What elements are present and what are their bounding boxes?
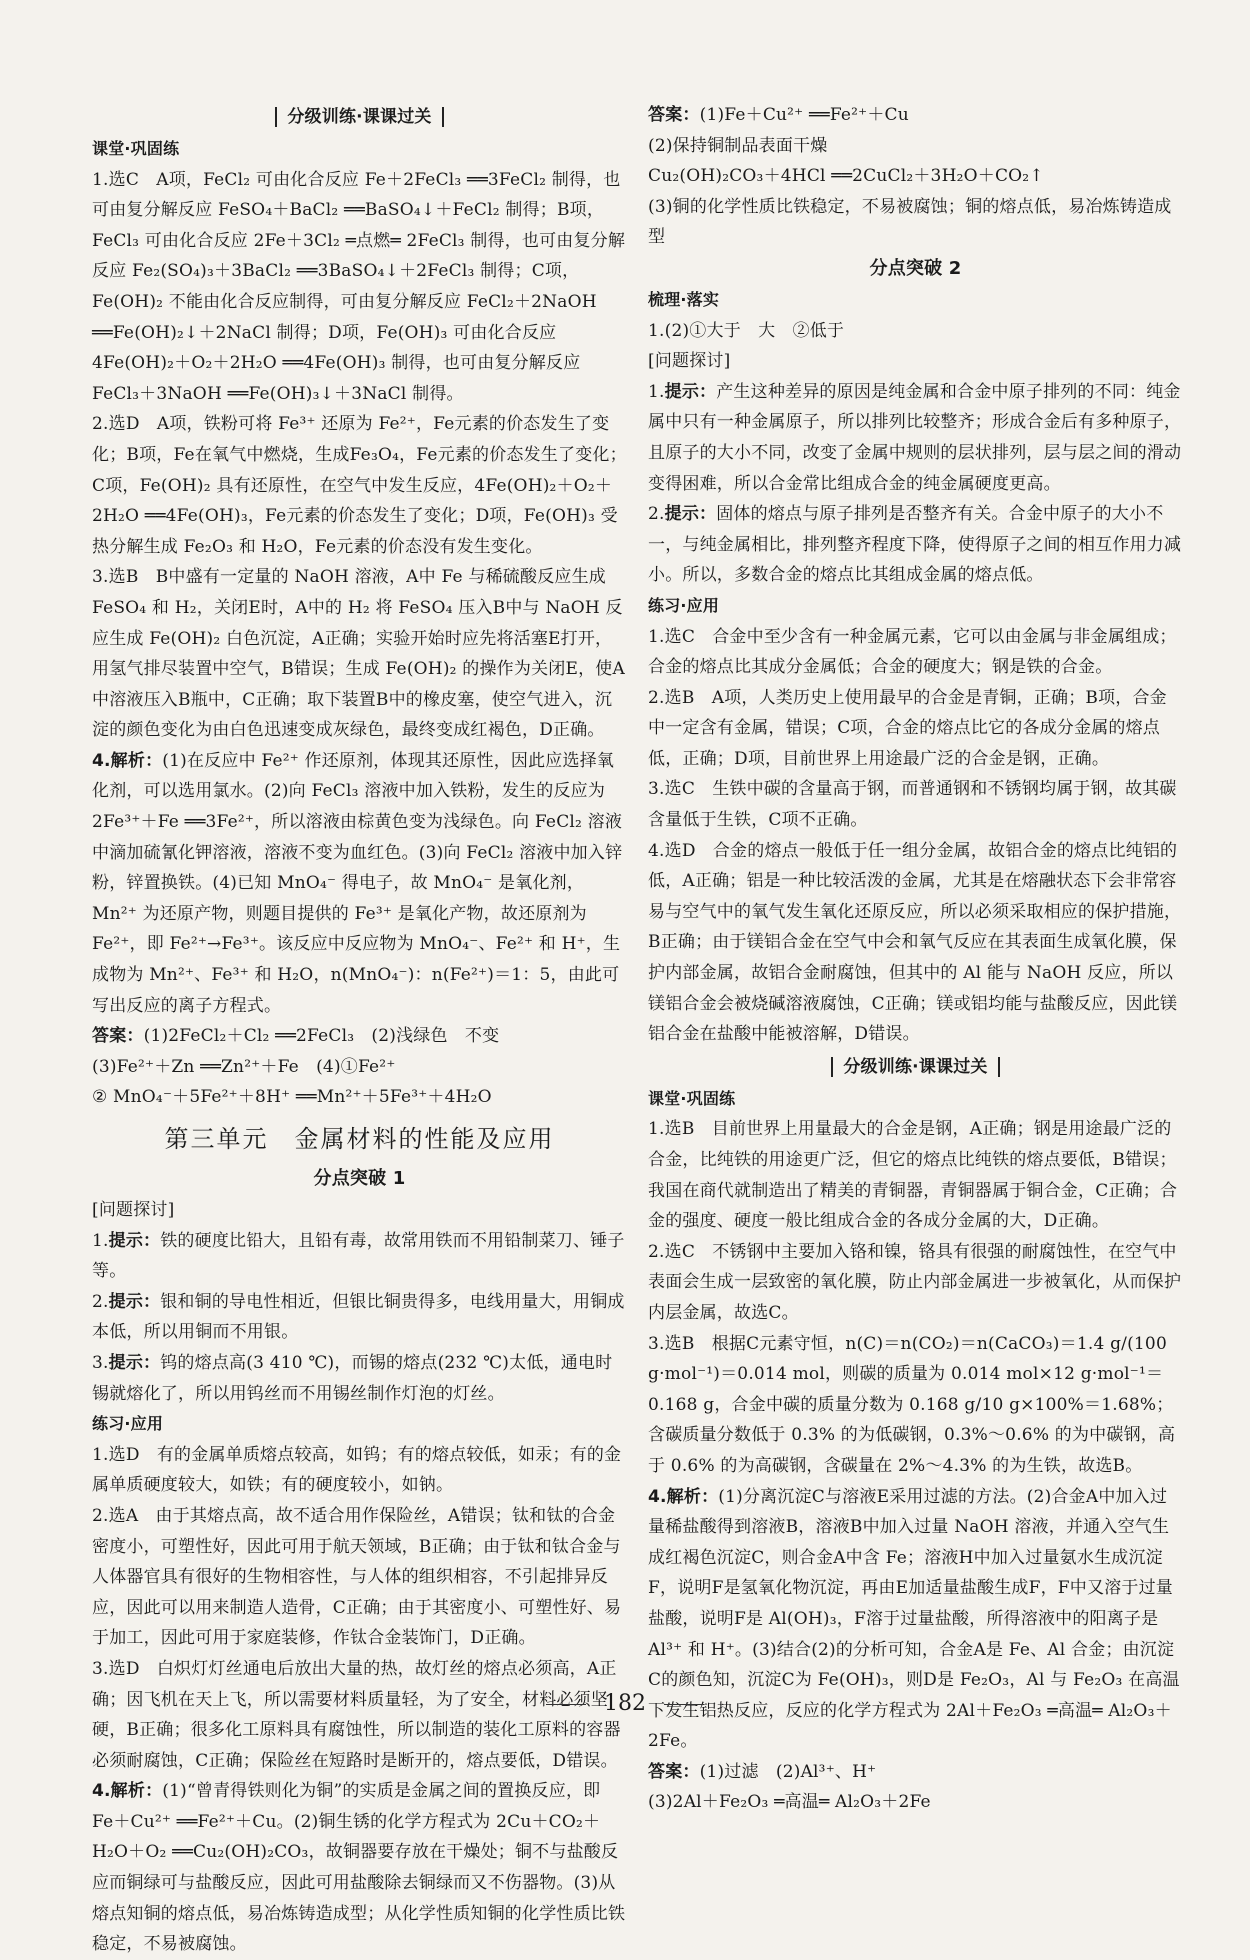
subheading: 课堂·巩固练 (648, 1088, 736, 1108)
answer-item: 4.解析：(1)在反应中 Fe²⁺ 作还原剂，体现其还原性，因此应选择氧化剂，可以选用氯水。(2)向 FeCl₃ 溶液中加入铁粉，发生的反应为 2Fe³⁺＋Fe ══3Fe²⁺，所以溶液由棕黄色变为浅绿色。向 FeCl₂ 溶液中滴加硫氰化钾溶液，溶液不变为血红色。(3)向 FeCl₂ 溶液中加入锌粉，锌置换铁。(4)已知 MnO₄⁻ 得电子，故 MnO₄⁻ 是氧化剂，Mn²⁺ 为还原产物，则题目提供的 Fe³⁺ 是氧化产物，故还原剂为 Fe²⁺，即 Fe²⁺→Fe³⁺。该反应中反应物为 MnO₄⁻、Fe²⁺ 和 H⁺，生成物为 Mn²⁺、Fe³⁺ 和 H₂O，n(MnO₄⁻)：n(Fe²⁺)＝1：5，由此可写出反应的离子方程式。 (92, 750, 623, 1016)
left-column (92, 100, 627, 1960)
answer-item: 1.选C 合金中至少含有一种金属元素，它可以由金属与非金属组成；合金的熔点比其成分金属低；合金的硬度大；钢是铁的合金。 (648, 626, 1177, 678)
answer-item: 2.选D A项，铁粉可将 Fe³⁺ 还原为 Fe²⁺，Fe元素的价态发生了变化；B项，Fe在氧气中燃烧，生成Fe₃O₄，Fe元素的价态发生了变化；C项，Fe(OH)₂ 具有还原性，在空气中发生反应，4Fe(OH)₂＋O₂＋2H₂O ══4Fe(OH)₃，Fe元素的价态发生了变化；D项，Fe(OH)₃ 受热分解生成 Fe₂O₃ 和 H₂O，Fe元素的价态没有发生变化。 (92, 414, 627, 557)
right-column (648, 100, 1183, 1818)
hint-item: 2.提示：银和铜的导电性相近，但银比铜贵得多，电线用量大，用铜成本低，所以用铜而不用银。 (92, 1291, 625, 1343)
hint-item: 1.提示：产生这种差异的原因是纯金属和合金中原子排列的不同：纯金属中只有一种金属原子，所以排列比较整齐；形成合金后有多种原子，且原子的大小不同，改变了金属中规则的层状排列，层与层之间的滑动变得困难，所以合金常比组成合金的纯金属硬度更高。 (648, 381, 1182, 494)
answer-item: 3.选D 白炽灯灯丝通电后放出大量的热，故灯丝的熔点必须高，A正确；因飞机在天上飞，所以需要材料质量轻，为了安全，材料必须坚硬，B正确；很多化工原料具有腐蚀性，所以制造的装化工原料的容器必须耐腐蚀，C正确；保险丝在短路时是断开的，熔点要低，D错误。 (92, 1658, 621, 1771)
answer-line: (3)铜的化学性质比铁稳定，不易被腐蚀；铜的熔点低，易冶炼铸造成型 (648, 196, 1172, 248)
subheading: 梳理·落实 (648, 289, 720, 309)
footer-dash-left (546, 1704, 586, 1705)
inquiry-label: [问题探讨] (92, 1200, 175, 1220)
answer-block: 答案：(1)Fe＋Cu²⁺ ══Fe²⁺＋Cu (648, 105, 909, 125)
answer-line: (3)2Al＋Fe₂O₃ ═高温═ Al₂O₃＋2Fe (648, 1792, 931, 1813)
answer-item: 4.选D 合金的熔点一般低于任一组分金属，故铝合金的熔点比纯铝的低，A正确；铝是一种比较活泼的金属，尤其是在熔融状态下会非常容易与空气中的氧气发生氧化还原反应，所以必须采取相应的保护措施，B正确；由于镁铝合金在空气中会和氧气反应在其表面生成氧化膜，保护内部金属，故铝合金耐腐蚀，但其中的 Al 能与 NaOH 反应，所以镁铝合金会被烧碱溶液腐蚀，C正确；镁或铝均能与盐酸反应，因此镁铝合金在盐酸中能被溶解，D错误。 (648, 840, 1182, 1045)
subheading: 练习·应用 (648, 595, 720, 615)
section-banner: 分级训练·课课过关 (648, 1052, 1183, 1082)
footer-dash-right (664, 1704, 704, 1705)
answer-item: 3.选B B中盛有一定量的 NaOH 溶液，A中 Fe 与稀硫酸反应生成 FeSO₄ 和 H₂，关闭E时，A中的 H₂ 将 FeSO₄ 压入B中与 NaOH 反应生成 Fe(OH)₂ 白色沉淀，A正确；实验开始时应先将活塞E打开，用氢气排尽装置中空气，B错误；生成 Fe(OH)₂ 的操作为关闭E，使A中溶液压入B瓶中，C正确；取下装置B中的橡皮塞，使空气进入，沉淀的颜色变化为由白色迅速变成灰绿色，最终变成红褐色，D正确。 (92, 567, 625, 741)
answer-line: (3)Fe²⁺＋Zn ══Zn²⁺＋Fe (4)①Fe²⁺ (92, 1056, 396, 1077)
answer-line: Cu₂(OH)₂CO₃＋4HCl ══2CuCl₂＋3H₂O＋CO₂↑ (648, 166, 1044, 187)
answer-item: 3.选B 根据C元素守恒，n(C)＝n(CO₂)＝n(CaCO₃)＝1.4 g/(100 g·mol⁻¹)＝0.014 mol，则碳的质量为 0.014 mol×12 g·mol⁻¹＝0.168 g，合金中碳的质量分数为 0.168 g/10 g×100%＝1.68%；含碳质量分数低于 0.3% 的为低碳钢，0.3%～0.6% 的为中碳钢，高于 0.6% 的为高碳钢，含碳量在 2%～4.3% 的为生铁，故选B。 (648, 1333, 1176, 1476)
hint-item: 3.提示：钨的熔点高(3 410 ℃)，而锡的熔点(232 ℃)太低，通电时锡就熔化了，所以用钨丝而不用锡丝制作灯泡的灯丝。 (92, 1352, 613, 1404)
answer-item: 4.解析：(1)分离沉淀C与溶液E采用过滤的方法。(2)合金A中加入过量稀盐酸得到溶液B，溶液B中加入过量 NaOH 溶液，并通入空气生成红褐色沉淀C，则合金A中含 Fe；溶液H中加入过量氨水生成沉淀F，说明F是氢氧化物沉淀，再由E加适量盐酸生成F，F中又溶于过量盐酸，说明F是 Al(OH)₃，F溶于过量盐酸，所得溶液中的阳离子是 Al³⁺ 和 H⁺。(3)结合(2)的分析可知，合金A是 Fe、Al 合金；由沉淀C的颜色知，沉淀C为 Fe(OH)₃，则D是 Fe₂O₃，Al 与 Fe₂O₃ 在高温下发生铝热反应，反应的化学方程式为 2Al＋Fe₂O₃ ═高温═ Al₂O₃＋2Fe。 (648, 1486, 1180, 1752)
answer-line: (2)保持铜制品表面干燥 (648, 135, 828, 156)
answer-item: 2.选B A项，人类历史上使用最早的合金是青铜，正确；B项，合金中一定含有金属，错误；C项，合金的熔点比它的各成分金属的熔点低，正确；D项，目前世界上用途最广泛的合金是钢，正确。 (648, 687, 1167, 769)
point-heading: 分点突破 2 (869, 257, 962, 279)
answer-item: 1.选B 目前世界上用量最大的合金是钢，A正确；钢是用途最广泛的合金，比纯铁的用途更广泛，但它的熔点比纯铁的熔点要低，B错误；我国在商代就制造出了精美的青铜器，青铜器属于铜合金，C正确；合金的强度、硬度一般比组成合金的各成分金属的大，D正确。 (648, 1119, 1178, 1232)
answer-item: 1.选C A项，FeCl₂ 可由化合反应 Fe＋2FeCl₃ ══3FeCl₂ 制得，也可由复分解反应 FeSO₄＋BaCl₂ ══BaSO₄↓＋FeCl₂ 制得；B项，FeCl₃ 可由化合反应 2Fe＋3Cl₂ ═点燃═ 2FeCl₃ 制得，也可由复分解反应 Fe₂(SO₄)₃＋3BaCl₂ ══3BaSO₄↓＋2FeCl₃ 制得；C项，Fe(OH)₂ 不能由化合反应制得，可由复分解反应 FeCl₂＋2NaOH ══Fe(OH)₂↓＋2NaCl 制得；D项，Fe(OH)₃ 可由化合反应 4Fe(OH)₂＋O₂＋2H₂O ══4Fe(OH)₃ 制得，也可由复分解反应 FeCl₃＋3NaOH ══Fe(OH)₃↓＋3NaCl 制得。 (92, 169, 626, 404)
answer-item: 1.选D 有的金属单质熔点较高，如钨；有的熔点较低，如汞；有的金属单质硬度较大，如铁；有的硬度较小，如钠。 (92, 1444, 622, 1496)
point-heading: 分点突破 1 (313, 1168, 406, 1189)
hint-item: 2.提示：固体的熔点与原子排列是否整齐有关。合金中原子的大小不一，与纯金属相比，排列整齐程度下降，使得原子之间的相互作用力减小。所以，多数合金的熔点比其组成金属的熔点低。 (648, 504, 1182, 586)
answer-block: 答案：(1)过滤 (2)Al³⁺、H⁺ (648, 1761, 877, 1782)
page-number: 182 (0, 1691, 1250, 1716)
answer-block: 答案：(1)2FeCl₂＋Cl₂ ══2FeCl₃ (2)浅绿色 不变 (92, 1026, 500, 1047)
answer-item: 3.选C 生铁中碳的含量高于钢，而普通钢和不锈钢均属于钢，故其碳含量低于生铁，C项不正确。 (648, 779, 1177, 831)
unit-title: 第三单元 金属材料的性能及应用 (164, 1125, 555, 1153)
answer-item: 2.选C 不锈钢中主要加入铬和镍，铬具有很强的耐腐蚀性，在空气中表面会生成一层致密的氧化膜，防止内部金属进一步被氧化，从而保护内层金属，故选C。 (648, 1241, 1182, 1323)
subheading: 课堂·巩固练 (92, 139, 180, 158)
hint-item: 1.提示：铁的硬度比铅大，且铅有毒，故常用铁而不用铅制菜刀、锤子等。 (92, 1230, 625, 1282)
section-banner: 分级训练·课课过关 (92, 102, 627, 132)
inquiry-label: [问题探讨] (648, 351, 731, 372)
subheading: 练习·应用 (92, 1414, 164, 1434)
fill-answer: 1.(2)①大于 大 ②低于 (648, 320, 845, 341)
answer-item: 2.选A 由于其熔点高，故不适合用作保险丝，A错误；钛和钛的合金密度小，可塑性好，因此可用于航天领域，B正确；由于钛和钛合金与人体器官具有很好的生物相容性，与人体的组织相容，不引起排异反应，因此可以用来制造人造骨，C正确；由于其密度小、可塑性好、易于加工，因此可用于家庭装修，作钛合金装饰门，D正确。 (92, 1505, 622, 1649)
answer-item: 4.解析：(1)“曾青得铁则化为铜”的实质是金属之间的置换反应，即 Fe＋Cu²⁺ ══Fe²⁺＋Cu。(2)铜生锈的化学方程式为 2Cu＋CO₂＋H₂O＋O₂ ══Cu₂(OH)₂CO₃，故铜器要存放在干燥处；铜不与盐酸反应而铜绿可与盐酸反应，因此可用盐酸除去铜绿而又不伤器物。(3)从熔点知铜的熔点低，易冶炼铸造成型；从化学性质知铜的化学性质比铁稳定，不易被腐蚀。 (92, 1781, 626, 1955)
answer-line: ② MnO₄⁻＋5Fe²⁺＋8H⁺ ══Mn²⁺＋5Fe³⁺＋4H₂O (92, 1087, 492, 1108)
